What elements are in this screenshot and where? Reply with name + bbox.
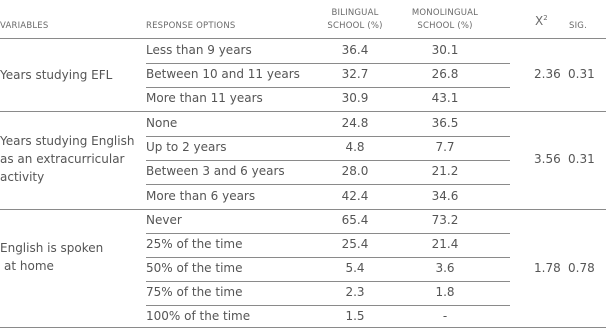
monolingual-value: 26.8 bbox=[431, 67, 459, 81]
row-rule bbox=[146, 305, 510, 306]
header-bilingual-line2: SCHOOL (%) bbox=[327, 21, 383, 31]
bilingual-value: 30.9 bbox=[341, 91, 369, 105]
monolingual-value: - bbox=[442, 309, 448, 323]
header-variables: VARIABLES bbox=[0, 21, 49, 31]
bilingual-value: 2.3 bbox=[345, 285, 365, 299]
header-chi-base: X bbox=[535, 14, 544, 28]
bilingual-value: 4.8 bbox=[345, 140, 365, 154]
header-response-options: RESPONSE OPTIONS bbox=[146, 21, 236, 31]
bilingual-value: 24.8 bbox=[341, 116, 369, 130]
row-rule bbox=[146, 233, 510, 234]
monolingual-value: 7.7 bbox=[435, 140, 455, 154]
monolingual-value: 21.4 bbox=[431, 237, 459, 251]
row-rule bbox=[146, 184, 510, 185]
header-monolingual bbox=[405, 7, 485, 33]
response-option: Less than 9 years bbox=[146, 43, 252, 57]
variable-label-line: activity bbox=[0, 170, 45, 184]
variable-label bbox=[0, 239, 103, 275]
sig-value: 0.31 bbox=[568, 152, 595, 166]
response-option: Never bbox=[146, 213, 182, 227]
response-option: 25% of the time bbox=[146, 237, 243, 251]
header-rule bbox=[0, 38, 606, 39]
bilingual-value: 28.0 bbox=[341, 164, 369, 178]
sig-value: 0.78 bbox=[568, 261, 595, 275]
variable-label-line: English is spoken bbox=[0, 241, 104, 255]
header-monolingual-line1: MONOLINGUAL bbox=[411, 8, 479, 18]
response-option: 75% of the time bbox=[146, 285, 243, 299]
bilingual-value: 5.4 bbox=[345, 261, 365, 275]
chi-square-value: 2.36 bbox=[534, 67, 561, 81]
response-option: 100% of the time bbox=[146, 309, 251, 323]
header-chi-sup: 2 bbox=[543, 14, 548, 22]
bilingual-value: 42.4 bbox=[341, 189, 369, 203]
header-monolingual-line2: SCHOOL (%) bbox=[417, 21, 473, 31]
group-rule bbox=[0, 111, 606, 112]
bilingual-value: 32.7 bbox=[341, 67, 369, 81]
row-rule bbox=[146, 257, 510, 258]
monolingual-value: 73.2 bbox=[431, 213, 459, 227]
header-bilingual-line1: BILINGUAL bbox=[331, 8, 379, 18]
header-sig: SIG. bbox=[569, 21, 587, 31]
monolingual-value: 43.1 bbox=[431, 91, 459, 105]
monolingual-value: 36.5 bbox=[431, 116, 459, 130]
sig-value: 0.31 bbox=[568, 67, 595, 81]
variable-label-line: Years studying EFL bbox=[0, 68, 113, 82]
response-option: More than 11 years bbox=[146, 91, 263, 105]
table-bottom-rule bbox=[0, 327, 606, 328]
header-chi-square bbox=[535, 14, 548, 28]
response-option: Between 3 and 6 years bbox=[146, 164, 285, 178]
response-option: None bbox=[146, 116, 178, 130]
response-option: 50% of the time bbox=[146, 261, 243, 275]
bilingual-value: 25.4 bbox=[341, 237, 369, 251]
variable-label bbox=[0, 132, 134, 186]
row-rule bbox=[146, 281, 510, 282]
row-rule bbox=[146, 87, 510, 88]
response-option: More than 6 years bbox=[146, 189, 256, 203]
group-rule bbox=[0, 209, 606, 210]
monolingual-value: 21.2 bbox=[431, 164, 459, 178]
chi-square-value: 1.78 bbox=[534, 261, 561, 275]
variable-label-line: at home bbox=[4, 259, 54, 273]
monolingual-value: 3.6 bbox=[435, 261, 455, 275]
chi-square-value: 3.56 bbox=[534, 152, 561, 166]
row-rule bbox=[146, 63, 510, 64]
monolingual-value: 1.8 bbox=[435, 285, 455, 299]
response-option: Up to 2 years bbox=[146, 140, 227, 154]
row-rule bbox=[146, 136, 510, 137]
monolingual-value: 30.1 bbox=[431, 43, 459, 57]
row-rule bbox=[146, 160, 510, 161]
variable-label bbox=[0, 66, 112, 84]
bilingual-value: 1.5 bbox=[345, 309, 365, 323]
variable-label-line: as an extracurricular bbox=[0, 152, 125, 166]
bilingual-value: 65.4 bbox=[341, 213, 369, 227]
response-option: Between 10 and 11 years bbox=[146, 67, 300, 81]
header-bilingual bbox=[320, 7, 390, 33]
bilingual-value: 36.4 bbox=[341, 43, 369, 57]
variable-label-line: Years studying English bbox=[0, 134, 135, 148]
monolingual-value: 34.6 bbox=[431, 189, 459, 203]
